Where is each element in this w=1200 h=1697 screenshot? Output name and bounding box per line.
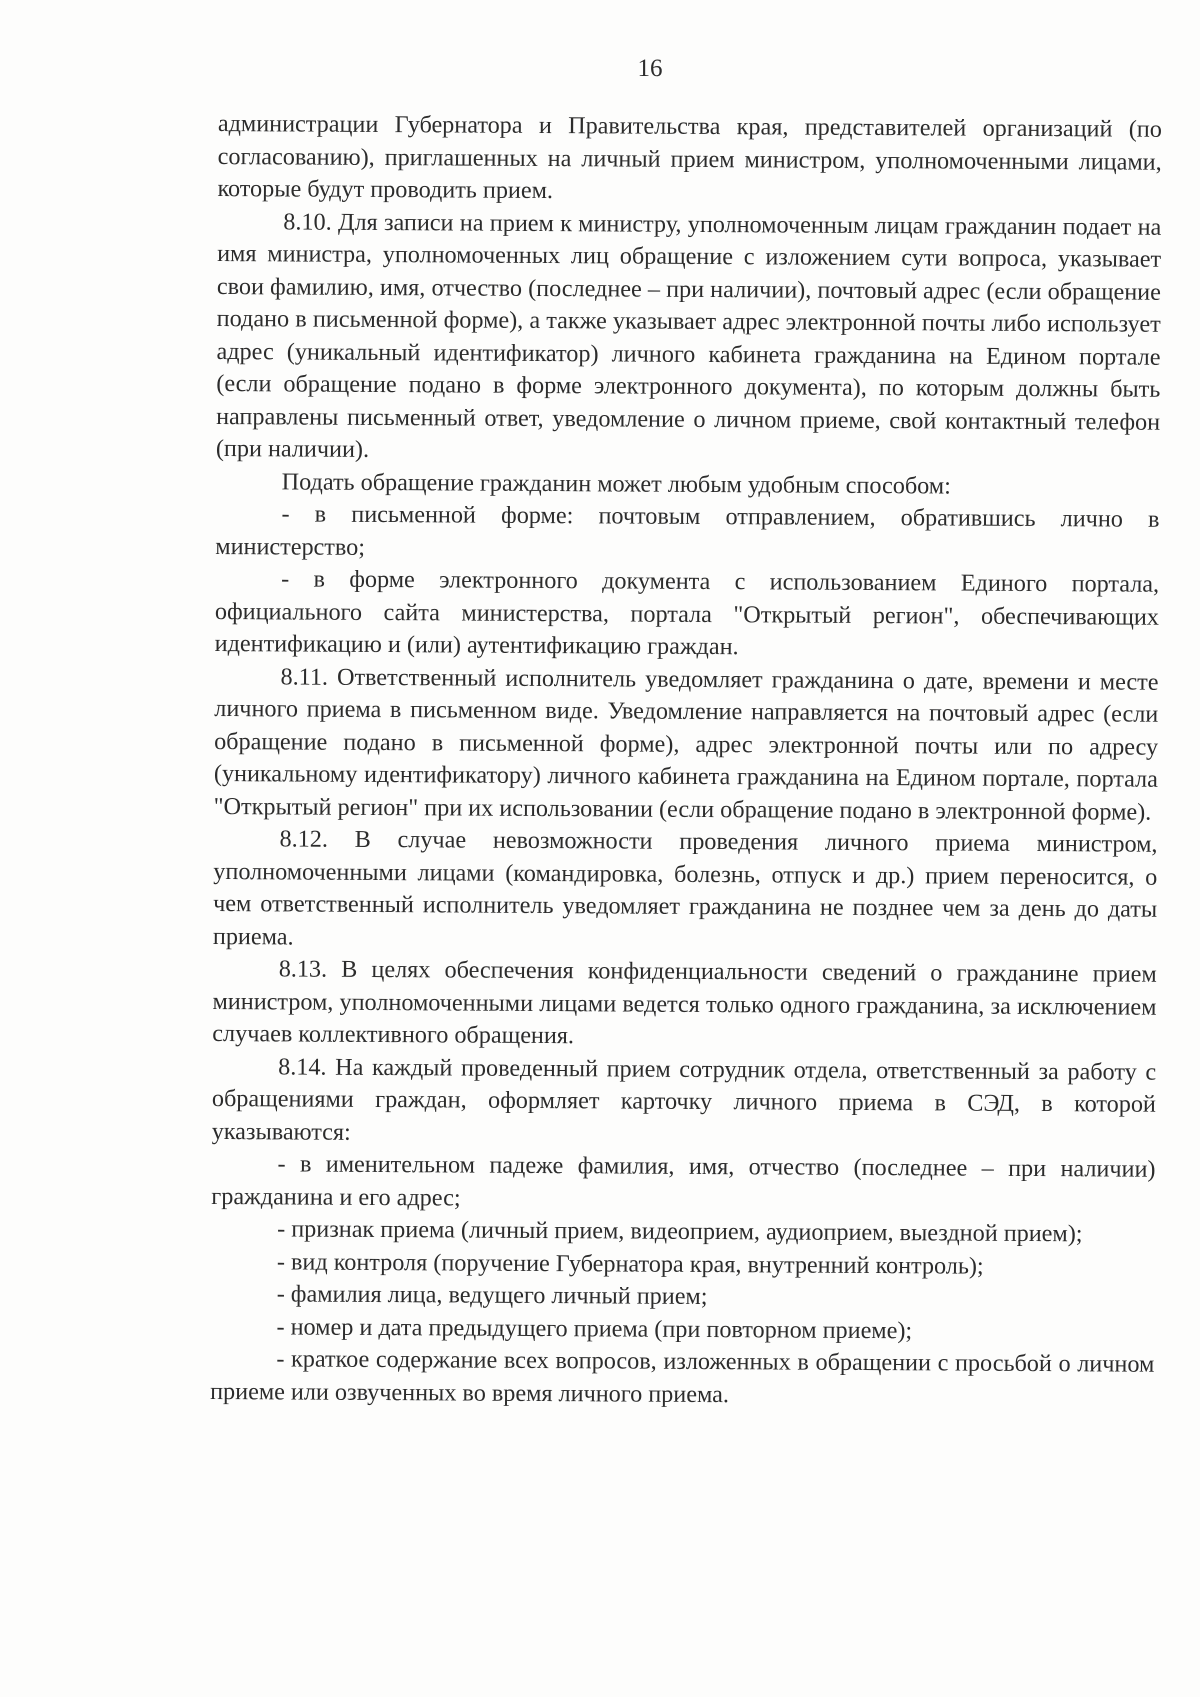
- list-item: - в именительном падеже фамилия, имя, отчество (последнее – при наличии) гражданина и его адрес;: [211, 1150, 1156, 1212]
- list-item: - фамилия лица, ведущего личный прием;: [276, 1280, 708, 1311]
- page-number: 16: [637, 55, 663, 82]
- paragraph: администрации Губернатора и Правительства края, представителей организаций (по согласованию), приглашенных на личный прием министром, уполномоченными лицами, которые будут проводить прием.: [217, 109, 1162, 205]
- list-item: - номер и дата предыдущего приема (при повторном приеме);: [276, 1312, 913, 1344]
- paragraph-8-14: 8.14. На каждый проведенный прием сотрудник отдела, ответственный за работу с обращениями граждан, оформляет карточку личного приема в СЭД, в которой указываются:: [211, 1052, 1157, 1146]
- paragraph-8-12: 8.12. В случае невозможности проведения личного приема министром, уполномоченными лицами (командировка, болезнь, отпуск и др.) прием переносится, о чем ответственный исполнитель уведомляет гражданина не позднее чем за день до даты приема.: [212, 825, 1158, 950]
- list-item: - в форме электронного документа с использованием Единого портала, официального сайта министерства, портала "Открытый регион", обеспечивающих идентификацию и (или) аутентификацию граждан.: [214, 565, 1160, 661]
- document-body: [210, 108, 1162, 1414]
- paragraph-8-10: 8.10. Для записи на прием к министру, уполномоченным лицам гражданин подает на имя министра, уполномоченных лиц обращение с изложением сути вопроса, указывает свои фамилию, имя, отчество (последнее – при наличии), почтовый адрес (если обращение подано в письменной форме), а также указывает адрес электронной почты либо использует адрес (уникальный идентификатор) личного кабинета гражданина на Едином портале (если обращение подано в форме электронного документа), по которым должны быть направлены письменный ответ, уведомление о личном приеме, свой контактный телефон (при наличии).: [215, 207, 1162, 463]
- list-item: - вид контроля (поручение Губернатора края, внутренний контроль);: [276, 1247, 984, 1280]
- list-item: - краткое содержание всех вопросов, изложенных в обращении с просьбой о личном приеме или озвученных во время личного приема.: [210, 1345, 1155, 1408]
- list-item: - признак приема (личный прием, видеоприем, аудиоприем, выездной прием);: [277, 1215, 1083, 1248]
- paragraph: Подать обращение гражданин может любым удобным способом:: [281, 467, 951, 499]
- paragraph-8-13: 8.13. В целях обеспечения конфиденциальности сведений о гражданине прием министром, уполномоченными лицами ведется только одного гражданина, за исключением случаев коллективного обращения.: [212, 955, 1157, 1050]
- list-item: - в письменной форме: почтовым отправлением, обратившись лично в министерство;: [215, 500, 1160, 561]
- paragraph-8-11: 8.11. Ответственный исполнитель уведомляет гражданина о дате, времени и месте личного приема в письменном виде. Уведомление направляется на почтовый адрес (если обращение подано в письменной форме), адрес электронной почты или по адресу (уникальному идентификатору) личного кабинета гражданина на Едином портале, портала "Открытый регион" при их использовании (если обращение подано в электронной форме).: [213, 662, 1159, 826]
